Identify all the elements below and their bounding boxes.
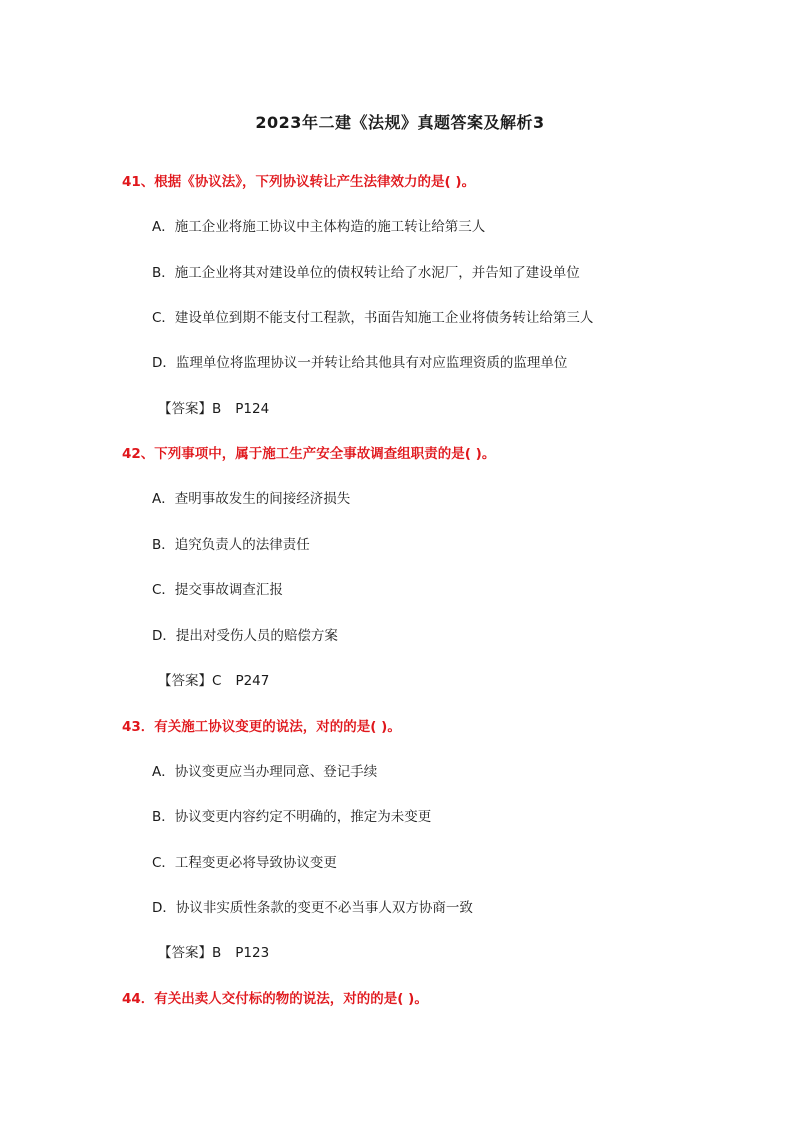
question-41-stem: 41、根据《协议法》，下列协议转让产生法律效力的是( )。 bbox=[122, 174, 476, 190]
answer-label: 【答案】C bbox=[158, 673, 222, 689]
question-43-option-a: A．协议变更应当办理同意、登记手续 bbox=[152, 764, 378, 780]
question-43-option-b: B．协议变更内容约定不明确的，推定为未变更 bbox=[152, 809, 432, 825]
question-44-stem: 44．有关出卖人交付标的物的说法，对的的是( )。 bbox=[122, 991, 428, 1007]
answer-label: 【答案】B bbox=[158, 945, 222, 961]
question-43-stem: 43．有关施工协议变更的说法，对的的是( )。 bbox=[122, 719, 401, 735]
question-41-answer bbox=[158, 397, 269, 417]
answer-page-ref: P247 bbox=[235, 673, 270, 689]
question-42-option-a: A．查明事故发生的间接经济损失 bbox=[152, 491, 351, 507]
question-42-answer bbox=[158, 669, 269, 689]
question-41-option-b: B．施工企业将其对建设单位的债权转让给了水泥厂，并告知了建设单位 bbox=[152, 265, 580, 281]
page-title: 2023年二建《法规》真题答案及解析3 bbox=[255, 113, 545, 132]
answer-label: 【答案】B bbox=[158, 401, 222, 417]
question-42-option-c: C．提交事故调查汇报 bbox=[152, 582, 283, 598]
question-41-option-a: A．施工企业将施工协议中主体构造的施工转让给第三人 bbox=[152, 219, 486, 235]
question-41-option-d: D．监理单位将监理协议一并转让给其他具有对应监理资质的监理单位 bbox=[152, 355, 568, 371]
question-41-option-c: C．建设单位到期不能支付工程款，书面告知施工企业将债务转让给第三人 bbox=[152, 310, 594, 326]
question-42-option-d: D．提出对受伤人员的赔偿方案 bbox=[152, 628, 338, 644]
question-43-answer bbox=[158, 941, 269, 961]
question-43-option-c: C．工程变更必将导致协议变更 bbox=[152, 855, 337, 871]
answer-page-ref: P124 bbox=[235, 401, 270, 417]
answer-page-ref: P123 bbox=[235, 945, 270, 961]
question-42-option-b: B．追究负责人的法律责任 bbox=[152, 537, 310, 553]
question-43-option-d: D．协议非实质性条款的变更不必当事人双方协商一致 bbox=[152, 900, 473, 916]
question-42-stem: 42、下列事项中，属于施工生产安全事故调查组职责的是( )。 bbox=[122, 446, 496, 462]
